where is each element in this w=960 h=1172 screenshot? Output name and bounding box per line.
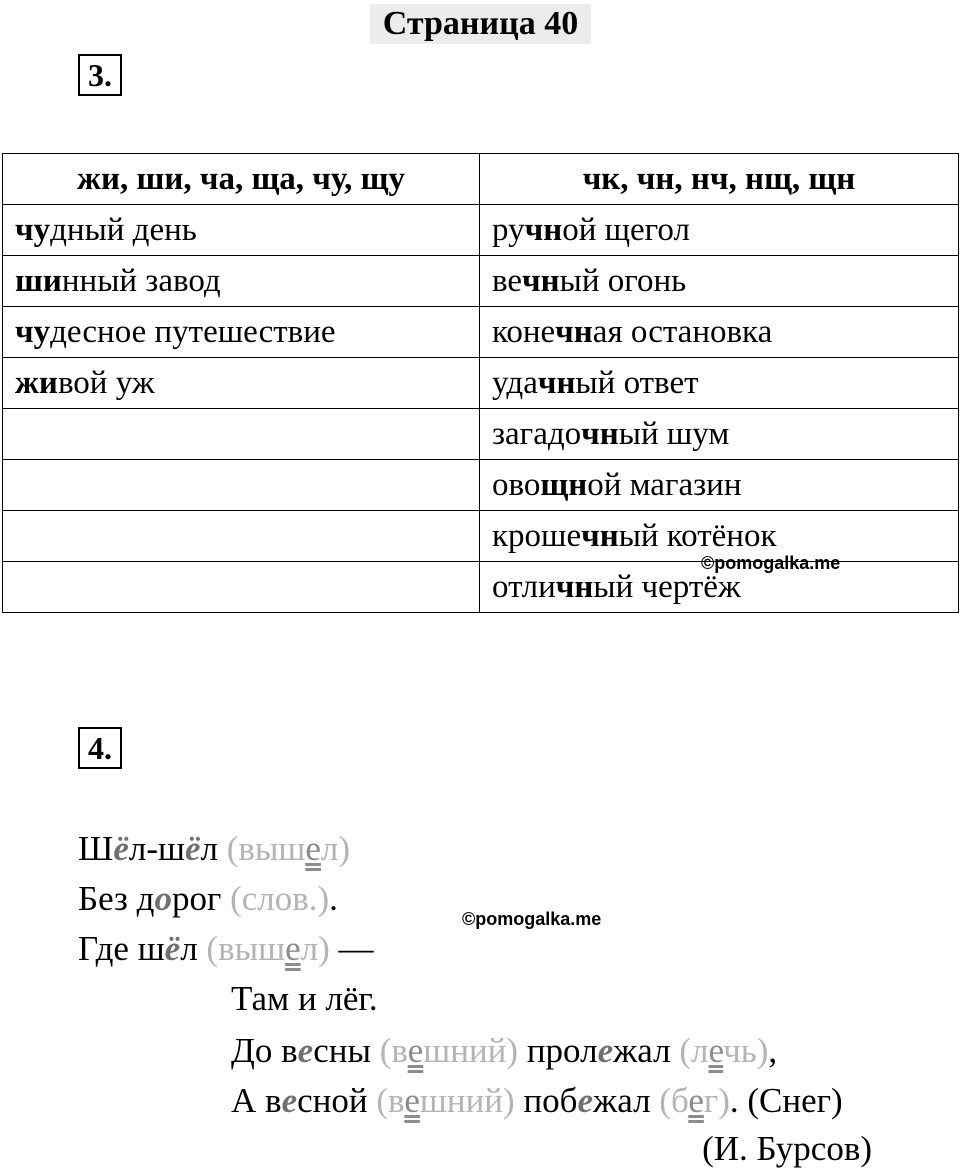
- cell-chk-chn: ручной щегол: [480, 205, 959, 256]
- poem-line: Без дорог (слов.).: [78, 879, 338, 918]
- table-header-row: [3, 154, 959, 205]
- table-row: [3, 205, 959, 256]
- poem-line: А весной (вешний) побежал (бег). (Снег): [231, 1081, 843, 1120]
- cell-zhi-shi: шинный завод: [3, 256, 480, 307]
- poem-line: Шёл-шёл (вышел): [78, 829, 351, 868]
- poem-line: Там и лёг.: [231, 979, 378, 1018]
- spelling-table: [2, 153, 959, 613]
- table-row: [3, 460, 959, 511]
- task-3-number: 3.: [78, 54, 122, 96]
- cell-zhi-shi: чудесное путешествие: [3, 307, 480, 358]
- column-header-chk-chn: чк, чн, нч, нщ, щн: [480, 154, 959, 205]
- cell-chk-chn: отличный чертёж: [480, 562, 959, 613]
- table-row: [3, 307, 959, 358]
- cell-zhi-shi: [3, 511, 480, 562]
- page-title: Страница 40: [370, 4, 591, 44]
- cell-zhi-shi: [3, 460, 480, 511]
- cell-zhi-shi: [3, 562, 480, 613]
- cell-chk-chn: конечная остановка: [480, 307, 959, 358]
- cell-chk-chn: удачный ответ: [480, 358, 959, 409]
- cell-chk-chn: вечный огонь: [480, 256, 959, 307]
- cell-zhi-shi: [3, 409, 480, 460]
- cell-chk-chn: овощной магазин: [480, 460, 959, 511]
- cell-zhi-shi: чудный день: [3, 205, 480, 256]
- cell-chk-chn: крошечный котёнок: [480, 511, 959, 562]
- watermark: ©pomogalka.me: [462, 909, 602, 929]
- watermark: ©pomogalka.me: [701, 553, 841, 573]
- poem-line: (И. Бурсов): [702, 1129, 872, 1168]
- poem-line: До весны (вешний) пролежал (лечь),: [231, 1031, 778, 1070]
- poem-line: Где шёл (вышел) —: [78, 929, 374, 968]
- table-row: [3, 409, 959, 460]
- column-header-zhi-shi: жи, ши, ча, ща, чу, щу: [3, 154, 480, 205]
- cell-chk-chn: загадочный шум: [480, 409, 959, 460]
- table-row: [3, 358, 959, 409]
- cell-zhi-shi: живой уж: [3, 358, 480, 409]
- table-row: [3, 256, 959, 307]
- task-4-number: 4.: [78, 727, 122, 769]
